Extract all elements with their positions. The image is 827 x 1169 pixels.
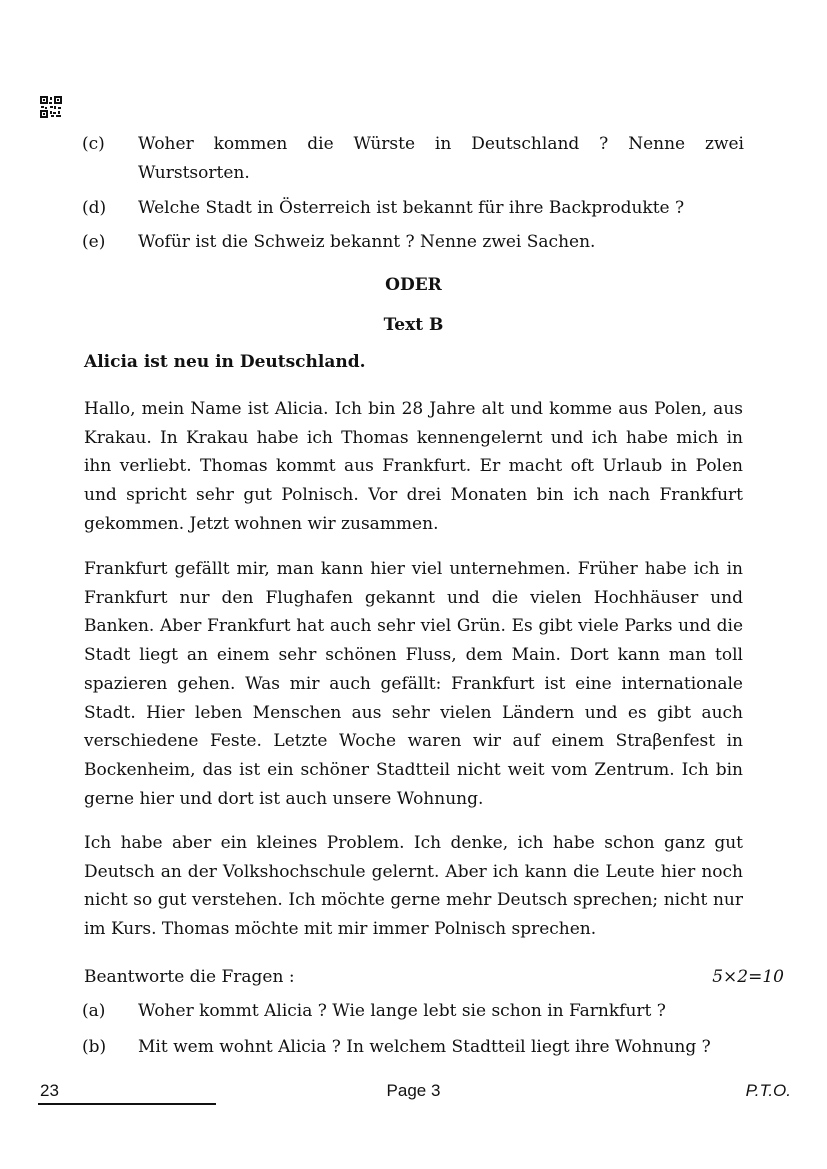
please-turn-over: P.T.O. <box>745 1081 791 1100</box>
question-label: (d) <box>82 198 107 218</box>
question-label: (e) <box>82 232 106 252</box>
question-text: Woher kommt Alicia ? Wie lange lebt sie schon in Farnkfurt ? <box>138 1001 666 1021</box>
instruction-text: Beantworte die Fragen : <box>84 967 295 987</box>
marks-label: 5×2=10 <box>712 967 784 987</box>
paragraph-3: Ich habe aber ein kleines Problem. Ich denke, ich habe schon ganz gut Deutsch an der Volkshochschule gelernt. Aber ich kann die Leute hier noch nicht so gut verstehen. Ich möchte gerne mehr Deutsch sprechen; nicht nur im Kurs. Thomas möchte mit mir immer Polnisch sprechen. <box>84 833 743 940</box>
question-label: (a) <box>82 1001 106 1021</box>
instruction-row <box>84 964 784 990</box>
question-text-line-1: Woher kommen die Würste in Deutschland ? Nenne zwei <box>138 134 744 154</box>
paragraph-2: Frankfurt gefällt mir, man kann hier viel unternehmen. Früher habe ich in Frankfurt nur den Flughafen gekannt und die vielen Hochhäuser und Banken. Aber Frankfurt hat auch sehr viel Grün. Es gibt viele Parks und die Stadt liegt an einem sehr schönen Fluss, dem Main. Dort kann man toll spazieren gehen. Was mir auch gefällt: Frankfurt ist eine internationale Stadt. Hier leben Menschen aus sehr vielen Ländern und es gibt auch verschiedene Feste. Letzte Woche waren wir auf einem Straβenfest in Bockenheim, das ist ein schöner Stadtteil nicht weit vom Zentrum. Ich bin gerne hier und dort ist auch unsere Wohnung. <box>84 559 743 809</box>
paper-code: 23 <box>40 1081 59 1100</box>
question-text: Mit wem wohnt Alicia ? In welchem Stadtteil liegt ihre Wohnung ? <box>138 1037 711 1057</box>
question-label: (c) <box>82 134 105 154</box>
question-text: Welche Stadt in Österreich ist bekannt für ihre Backprodukte ? <box>138 198 685 218</box>
question-text: Wofür ist die Schweiz bekannt ? Nenne zwei Sachen. <box>138 232 596 252</box>
qr-code-icon <box>40 96 62 118</box>
question-text-line-2: Wurstsorten. <box>138 163 250 183</box>
page-number: Page 3 <box>386 1081 441 1100</box>
paragraph-1: Hallo, mein Name ist Alicia. Ich bin 28 Jahre alt und komme aus Polen, aus Krakau. In Krakau habe ich Thomas kennengelernt und ich habe mich in ihn verliebt. Thomas kommt aus Frankfurt. Er macht oft Urlaub in Polen und spricht sehr gut Polnisch. Vor drei Monaten bin ich nach Frankfurt gekommen. Jetzt wohnen wir zusammen. <box>84 399 743 534</box>
text-heading: Text B <box>383 315 444 335</box>
text-title: Alicia ist neu in Deutschland. <box>84 352 366 372</box>
footer-rule <box>38 1103 216 1105</box>
or-heading: ODER <box>385 275 442 295</box>
question-label: (b) <box>82 1037 107 1057</box>
